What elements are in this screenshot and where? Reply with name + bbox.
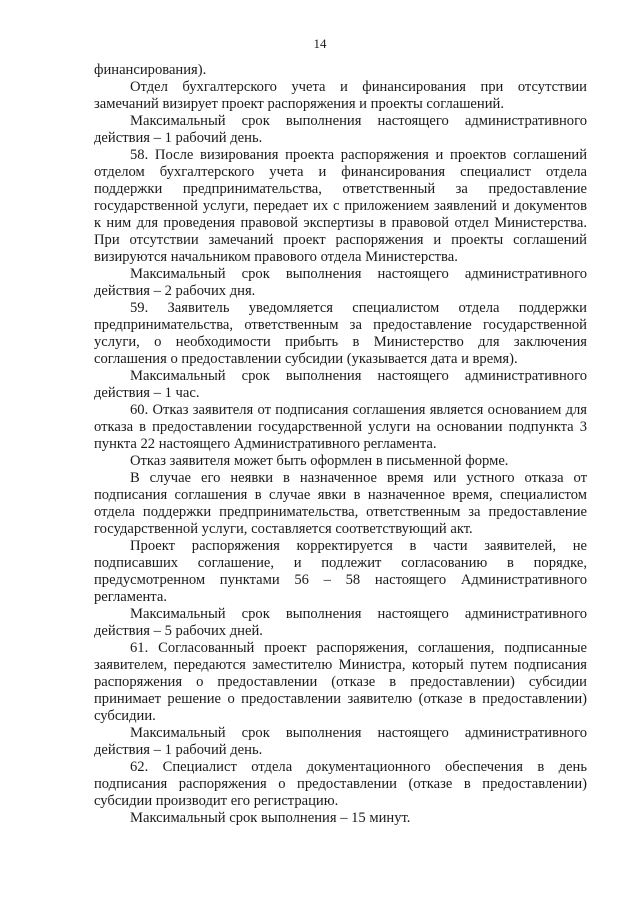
paragraph-item-60: 60. Отказ заявителя от подписания соглашения является основанием для отказа в предоставлении государственной услуги на основании подпункта 3 пункта 22 настоящего Административного регламента. (94, 402, 587, 452)
paragraph-item-59: 59. Заявитель уведомляется специалистом отдела поддержки предпринимательства, ответственным за предоставление государственной услуги, о необходимости прибыть в Министерство для заключения соглашения о предоставлении субсидии (указывается дата и время). (94, 300, 587, 367)
paragraph-no-show: В случае его неявки в назначенное время или устного отказа от подписания соглашения в случае явки в назначенное время, специалистом отдела поддержки предпринимательства, ответственным за предоставление государственной услуги, составляется соответствующий акт. (94, 470, 587, 537)
paragraph-draft-correction: Проект распоряжения корректируется в части заявителей, не подписавших соглашение, и подлежит согласованию в порядке, предусмотренном пунктами 56 – 58 настоящего Административного регламента. (94, 538, 587, 605)
paragraph-max-time: Максимальный срок выполнения настоящего административного действия – 2 рабочих дня. (94, 266, 587, 299)
paragraph-accounting-approval: Отдел бухгалтерского учета и финансирования при отсутствии замечаний визирует проект распоряжения и проекты соглашений. (94, 79, 587, 112)
paragraph-item-58: 58. После визирования проекта распоряжения и проектов соглашений отделом бухгалтерского учета и финансирования специалист отдела поддержки предпринимательства, ответственный за предоставление государственной услуги, передает их с приложением заявлений и документов к ним для проведения правовой экспертизы в правовой отдел Министерства. При отсутствии замечаний проект распоряжения и проекты соглашений визируются начальником правового отдела Министерства. (94, 147, 587, 265)
document-body (94, 62, 587, 827)
paragraph-max-time: Максимальный срок выполнения настоящего административного действия – 5 рабочих дней. (94, 606, 587, 639)
paragraph-max-time: Максимальный срок выполнения настоящего административного действия – 1 час. (94, 368, 587, 401)
paragraph-max-time: Максимальный срок выполнения – 15 минут. (130, 810, 411, 826)
paragraph-max-time: Максимальный срок выполнения настоящего административного действия – 1 рабочий день. (94, 725, 587, 758)
paragraph-item-62: 62. Специалист отдела документационного обеспечения в день подписания распоряжения о предоставлении (отказе в предоставлении) субсидии производит его регистрацию. (94, 759, 587, 809)
paragraph-item-61: 61. Согласованный проект распоряжения, соглашения, подписанные заявителем, передаются заместителю Министра, который путем подписания распоряжения о предоставлении (отказе в предоставлении) субсидии принимает решение о предоставлении заявителю (отказе в предоставлении) субсидии. (94, 640, 587, 724)
paragraph-written-refusal: Отказ заявителя может быть оформлен в письменной форме. (130, 453, 509, 469)
paragraph-continuation: финансирования). (94, 62, 207, 78)
paragraph-max-time: Максимальный срок выполнения настоящего административного действия – 1 рабочий день. (94, 113, 587, 146)
page-number: 14 (313, 36, 327, 51)
